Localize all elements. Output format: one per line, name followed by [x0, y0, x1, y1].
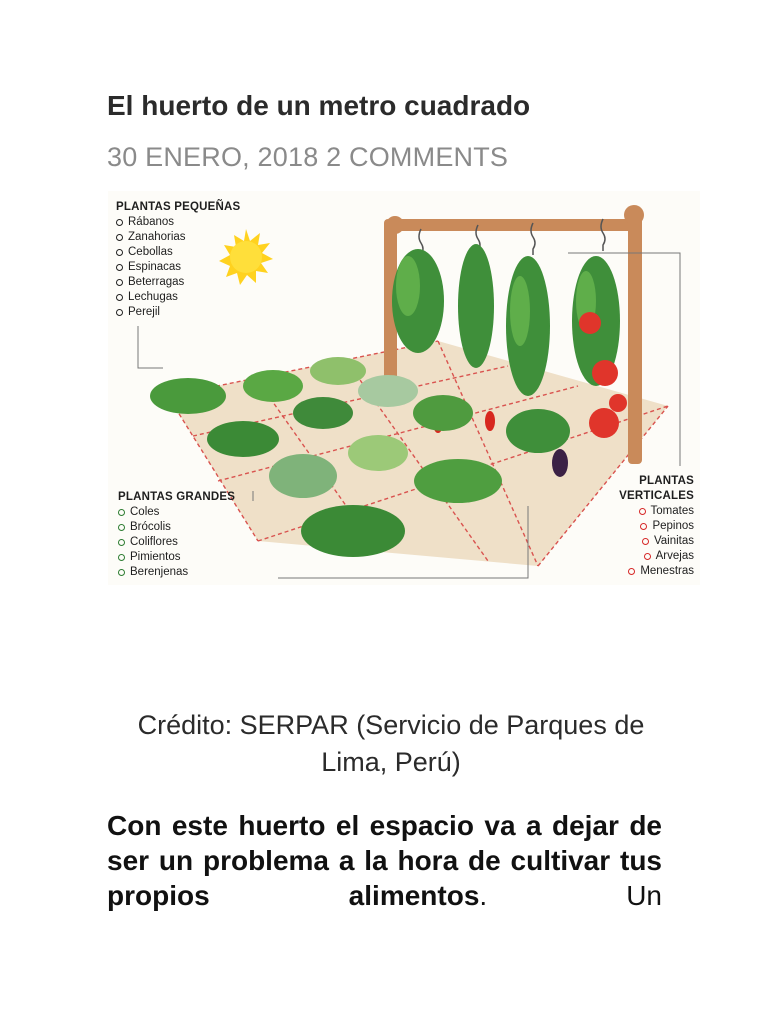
- small-plants-legend: [116, 200, 240, 320]
- bullet-icon: [118, 554, 125, 561]
- bullet-icon: [642, 538, 649, 545]
- article-lead-paragraph: [107, 808, 662, 913]
- vertical-plants-legend: [619, 474, 694, 579]
- image-credit: Crédito: SERPAR (Servicio de Parques de Lima, Perú): [137, 710, 645, 777]
- bullet-icon: [116, 219, 123, 226]
- small-plants-heading: PLANTAS PEQUEÑAS: [116, 201, 241, 213]
- small-plant-item: Zanahorias: [116, 230, 240, 245]
- vertical-plant-item: Vainitas: [619, 534, 694, 549]
- vertical-plant-item: Pepinos: [619, 519, 694, 534]
- bullet-icon: [640, 523, 647, 530]
- large-plant-item: Coles: [118, 505, 235, 520]
- vertical-plants-heading-line1: PLANTAS: [639, 475, 694, 487]
- small-plant-item: Beterragas: [116, 275, 240, 290]
- large-plant-item: Pimientos: [118, 550, 235, 565]
- bullet-icon: [116, 249, 123, 256]
- vertical-plant-item: Tomates: [619, 504, 694, 519]
- bullet-icon: [118, 524, 125, 531]
- vertical-plant-item: Menestras: [619, 564, 694, 579]
- lead-rest-text: . Un: [479, 880, 662, 911]
- bullet-icon: [628, 568, 635, 575]
- small-plant-item: Lechugas: [116, 290, 240, 305]
- bullet-icon: [116, 264, 123, 271]
- article-title: El huerto de un metro cuadrado: [107, 90, 531, 121]
- lead-bold-text: Con este huerto el espacio va a dejar de ser un problema a la hora de cultivar tus propios alimentos: [107, 810, 662, 911]
- small-plant-item: Rábanos: [116, 215, 240, 230]
- bullet-icon: [118, 509, 125, 516]
- eggplant-fruit: [552, 449, 568, 477]
- vertical-plants-heading-line2: VERTICALES: [619, 490, 694, 502]
- small-plant-item: Cebollas: [116, 245, 240, 260]
- bullet-icon: [118, 539, 125, 546]
- article-meta[interactable]: 30 ENERO, 2018 2 COMMENTS: [107, 142, 509, 172]
- vertical-plant-item: Arvejas: [619, 549, 694, 564]
- large-plant-item: Brócolis: [118, 520, 235, 535]
- bullet-icon: [116, 294, 123, 301]
- garden-infographic: [108, 191, 700, 585]
- large-plant-item: Coliflores: [118, 535, 235, 550]
- small-plant-item: Espinacas: [116, 260, 240, 275]
- large-plants-heading: PLANTAS GRANDES: [118, 491, 236, 503]
- bullet-icon: [116, 279, 123, 286]
- large-plant-item: Berenjenas: [118, 565, 235, 580]
- bullet-icon: [118, 569, 125, 576]
- bullet-icon: [644, 553, 651, 560]
- small-plant-item: Perejil: [116, 305, 240, 320]
- large-plants-legend: [118, 490, 235, 580]
- bullet-icon: [116, 309, 123, 316]
- bullet-icon: [116, 234, 123, 241]
- bullet-icon: [639, 508, 646, 515]
